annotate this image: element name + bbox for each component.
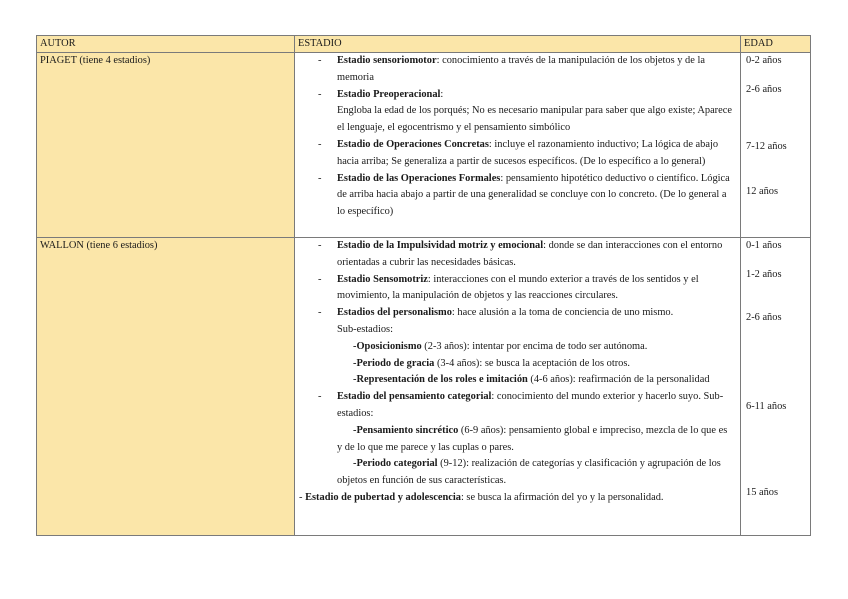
list-item: - Estadio de Operaciones Concretas: incluye el razonamiento inductivo; La lógica de abajo hacia arriba; Se generaliza a partir de sucesos específicos. (De lo específico a lo general): [318, 138, 719, 167]
sub-stage: -Periodo categorial (9-12): realización de categorías y clasificación y agrupación de los objetos en función de sus características.: [337, 458, 721, 487]
age-label: 6-11 años: [746, 401, 787, 412]
piaget-row: [37, 53, 811, 238]
age-label: 2-6 años: [746, 312, 782, 323]
header-row: [37, 36, 811, 53]
age-label: 15 años: [746, 487, 779, 498]
list-item: - Estadios del personalismo: hace alusión a la toma de conciencia de uno mismo. Sub-estadios:: [318, 307, 674, 335]
wallon-ages: [741, 238, 811, 536]
list-item: - Estadio Preoperacional: Engloba la edad de los porqués; No es necesario manipular para saber que algo existe; Aparece el lenguaje, el egocentrismo y el pensamiento simbólico: [318, 88, 732, 134]
header-autor: AUTOR: [37, 36, 295, 53]
list-item: - Estadio de las Operaciones Formales: pensamiento hipotético deductivo o científico. Lógica de arriba hacia abajo a partir de una generalidad se concluye con lo concreto. (De lo general a lo específico): [318, 172, 730, 218]
piaget-ages: [741, 53, 811, 238]
header-edad: EDAD: [741, 36, 811, 53]
wallon-stages: [295, 238, 741, 536]
sub-stage: -Pensamiento sincrético (6-9 años): pensamiento global e impreciso, mezcla de lo que es y de lo que me parece y las cuplas o pares.: [337, 424, 728, 453]
age-label: 0-2 años: [746, 55, 782, 66]
age-label: 2-6 años: [746, 84, 782, 95]
sub-stage: -Oposicionismo (2-3 años): intentar por encima de todo ser autónoma.: [353, 340, 648, 352]
list-item: - Estadio de la Impulsividad motriz y emocional: donde se dan interacciones con el entorno orientadas a cubrir las necesidades básicas.: [318, 240, 723, 268]
stages-table: [36, 35, 811, 536]
age-label: 0-1 años: [746, 240, 782, 251]
list-item: - Estadio de pubertad y adolescencia: se busca la afirmación del yo y la personalidad.: [299, 491, 664, 503]
sub-stage: -Representación de los roles e imitación (4-6 años): reafirmación de la personalidad: [353, 374, 710, 386]
piaget-stages: [295, 53, 741, 238]
sub-stage: -Periodo de gracia (3-4 años): se busca la aceptación de los otros.: [353, 357, 631, 369]
wallon-author: WALLON (tiene 6 estadios): [37, 238, 295, 536]
piaget-author: PIAGET (tiene 4 estadios): [37, 53, 295, 238]
wallon-row: [37, 238, 811, 536]
list-item: - Estadio Sensomotriz: interacciones con el mundo exterior a través de los sentidos y el movimiento, la manipulación de objetos y las reacciones circulares.: [318, 273, 699, 302]
age-label: 1-2 años: [746, 269, 782, 280]
list-item: - Estadio sensoriomotor: conocimiento a través de la manipulación de los objetos y de la memoria: [318, 55, 705, 83]
header-estadio: ESTADIO: [295, 36, 741, 53]
age-label: 12 años: [746, 186, 779, 197]
age-label: 7-12 años: [746, 141, 787, 152]
list-item: - Estadio del pensamiento categorial: conocimiento del mundo exterior y hacerlo suyo. Sub-estadios:: [318, 391, 724, 419]
